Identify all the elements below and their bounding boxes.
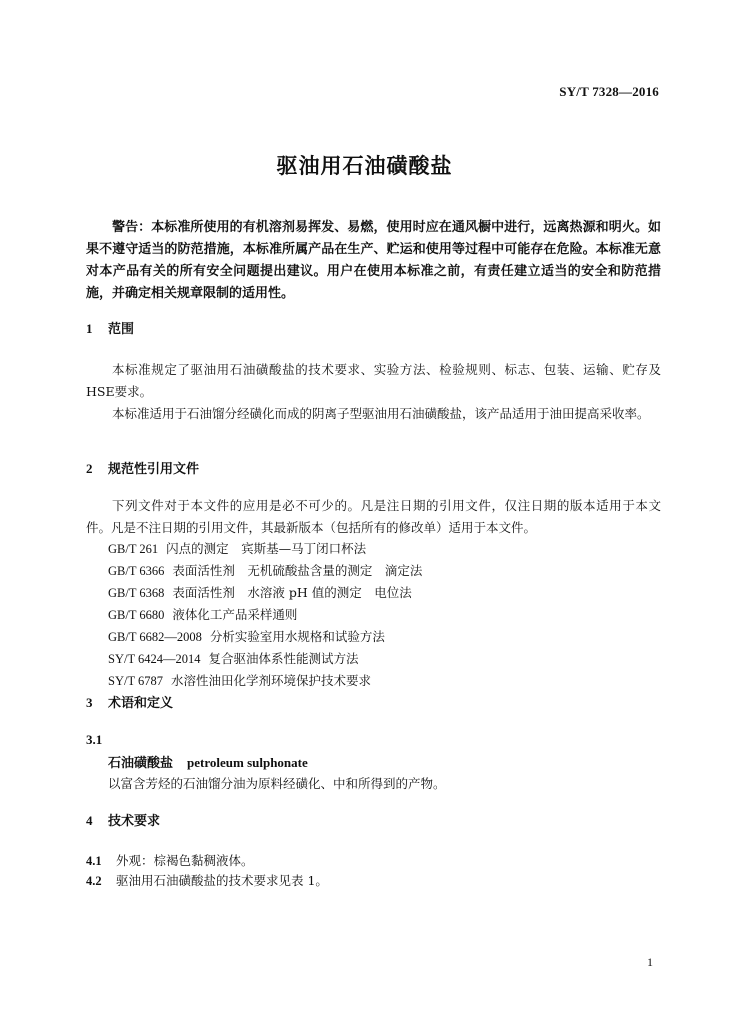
reference-code: SY/T 6424—2014 bbox=[108, 652, 201, 666]
clause-item bbox=[86, 871, 328, 889]
list-item bbox=[108, 670, 422, 692]
standard-code: SY/T 7328—2016 bbox=[559, 84, 659, 99]
reference-title: 表面活性剂 无机硫酸盐含量的测定 滴定法 bbox=[172, 563, 423, 578]
reference-code: GB/T 6366 bbox=[108, 564, 165, 578]
section-heading-terms bbox=[86, 694, 173, 713]
list-item bbox=[108, 582, 422, 604]
section-number: 1 bbox=[86, 321, 93, 336]
list-item bbox=[108, 560, 422, 582]
clause-item bbox=[86, 851, 254, 869]
scope-paragraph-2: 本标准适用于石油馏分经磺化而成的阴离子型驱油用石油磺酸盐，该产品适用于油田提高采收率。 bbox=[112, 406, 650, 421]
clause-text: 外观：棕褐色黏稠液体。 bbox=[116, 853, 254, 868]
scope-paragraph-1: 本标准规定了驱油用石油磺酸盐的技术要求、实验方法、检验规则、标志、包装、运输、贮存及HSE要求。 bbox=[86, 362, 661, 399]
reference-code: SY/T 6787 bbox=[108, 674, 163, 688]
reference-title: 分析实验室用水规格和试验方法 bbox=[209, 629, 385, 644]
clause-number: 4.1 bbox=[86, 854, 102, 868]
list-item bbox=[108, 604, 422, 626]
warning-paragraph bbox=[86, 217, 661, 305]
reference-title: 表面活性剂 水溶液 pH 值的测定 电位法 bbox=[172, 585, 412, 600]
clause-text: 驱油用石油磺酸盐的技术要求见表 1。 bbox=[116, 873, 328, 888]
list-item bbox=[108, 538, 422, 560]
reference-code: GB/T 6680 bbox=[108, 608, 165, 622]
term-english: petroleum sulphonate bbox=[187, 755, 308, 770]
section-title: 技术要求 bbox=[108, 814, 161, 829]
section-heading-technical-requirements bbox=[86, 812, 160, 831]
term-chinese: 石油磺酸盐 bbox=[108, 756, 174, 771]
page-number: 1 bbox=[647, 955, 653, 969]
warning-label: 警告： bbox=[112, 220, 152, 235]
references-intro-paragraph: 下列文件对于本文件的应用是必不可少的。凡是注日期的引用文件，仅注日期的版本适用于本文件。凡是不注日期的引用文件，其最新版本（包括所有的修改单）适用于本文件。 bbox=[86, 498, 661, 535]
section-title: 范围 bbox=[108, 322, 135, 337]
reference-title: 闪点的测定 宾斯基—马丁闭口杯法 bbox=[166, 541, 367, 556]
reference-title: 水溶性油田化学剂环境保护技术要求 bbox=[171, 673, 372, 688]
section-title: 术语和定义 bbox=[108, 696, 174, 711]
section-heading-normative-references bbox=[86, 460, 199, 479]
section-title: 规范性引用文件 bbox=[108, 462, 200, 477]
clause-number: 3.1 bbox=[86, 732, 103, 747]
list-item bbox=[108, 626, 422, 648]
section-heading-scope bbox=[86, 320, 134, 339]
reference-list bbox=[108, 538, 422, 692]
reference-title: 复合驱油体系性能测试方法 bbox=[208, 651, 359, 666]
term-definition: 以富含芳烃的石油馏分油为原料经磺化、中和所得到的产物。 bbox=[108, 776, 446, 791]
section-number: 3 bbox=[86, 695, 93, 710]
reference-code: GB/T 6682—2008 bbox=[108, 630, 202, 644]
section-number: 4 bbox=[86, 813, 93, 828]
warning-text: 本标准所使用的有机溶剂易挥发、易燃，使用时应在通风橱中进行，远离热源和明火。如果不遵守适当的防范措施，本标准所属产品在生产、贮运和使用等过程中可能存在危险。本标准无意对本产品有关的所有安全问题提出建议。用户在使用本标准之前，有责任建立适当的安全和防范措施，并确定相关规章限制的适用性。 bbox=[86, 220, 661, 301]
term-entry bbox=[108, 752, 308, 771]
reference-title: 液体化工产品采样通则 bbox=[172, 607, 298, 622]
section-number: 2 bbox=[86, 461, 93, 476]
page-title: 驱油用石油磺酸盐 bbox=[276, 154, 453, 178]
list-item bbox=[108, 648, 422, 670]
reference-code: GB/T 261 bbox=[108, 542, 159, 556]
reference-code: GB/T 6368 bbox=[108, 586, 165, 600]
clause-number: 4.2 bbox=[86, 874, 102, 888]
